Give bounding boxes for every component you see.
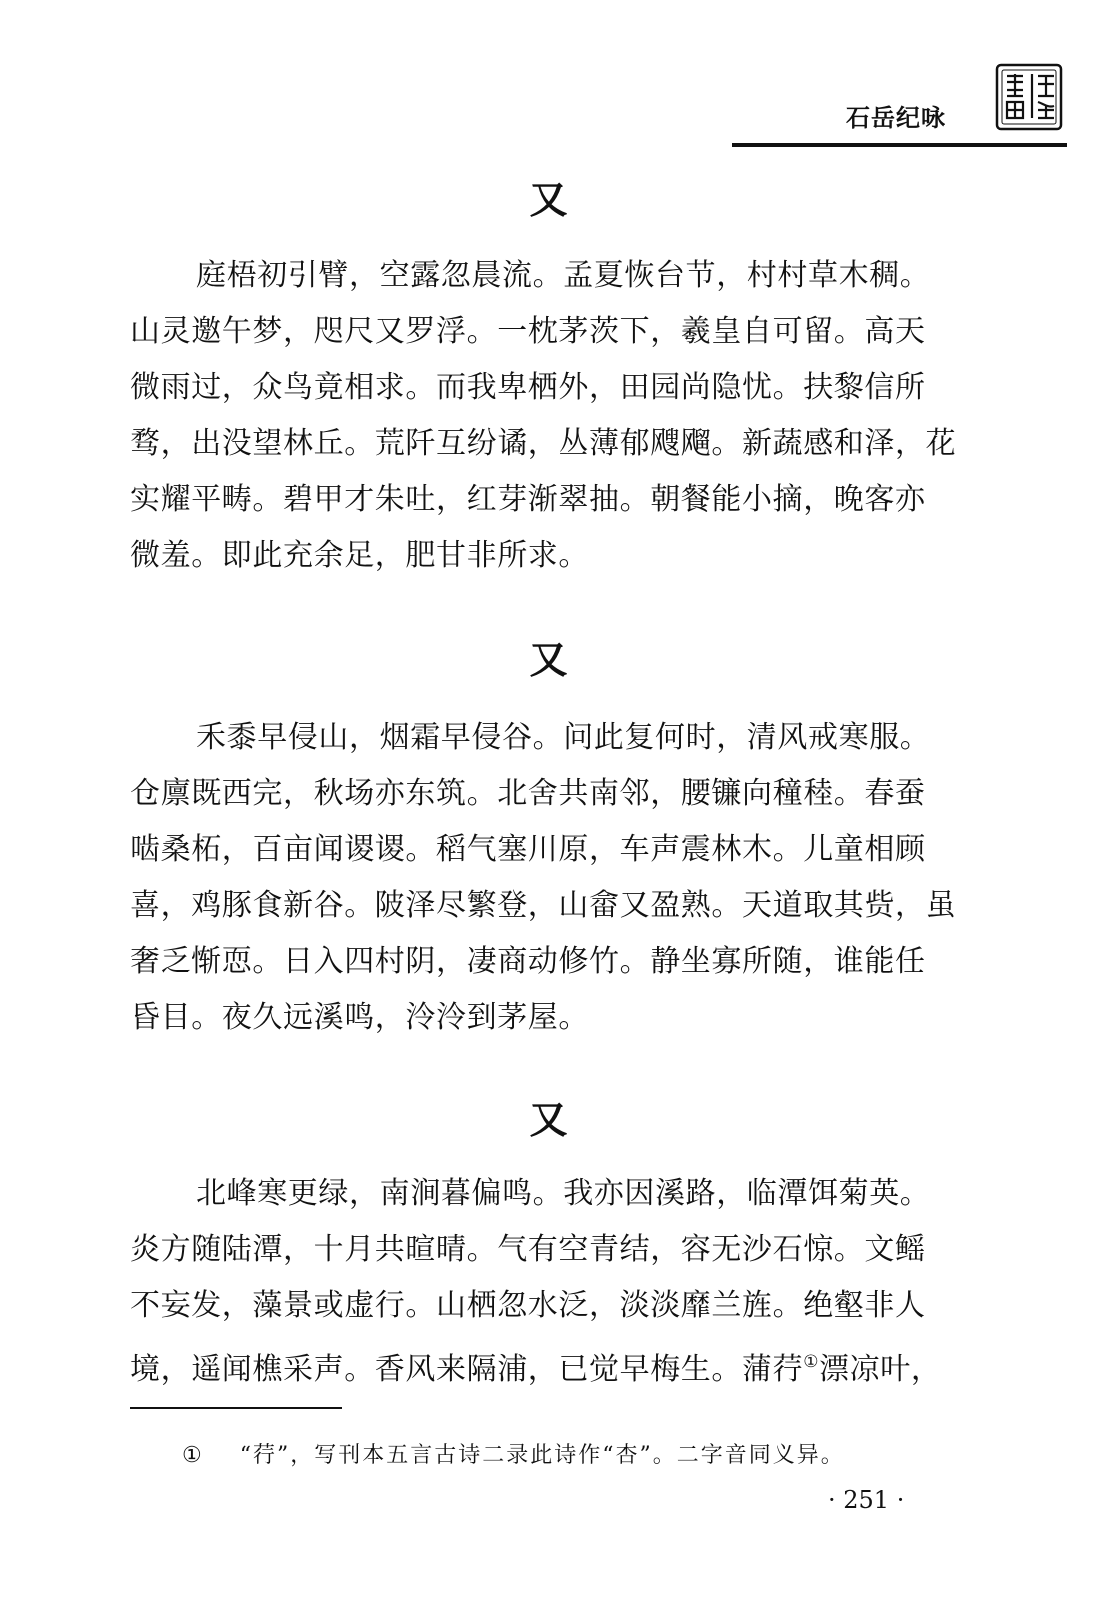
poem-line-tail: 漂凉叶， [819,1352,942,1387]
poem-line-text: 境，遥闻樵采声。香风来隔浦，已觉早梅生。蒲荇 [130,1352,804,1387]
poem-text [130,710,976,1046]
section-title: 又 [529,178,568,222]
page-number: · 251 · [828,1486,905,1514]
section-title: 又 [529,638,568,682]
poem-line: 奢乏惭恧。日入四村阴，凄商动修竹。静坐寡所随，谁能任 [130,944,926,979]
section-title: 又 [529,1098,568,1142]
poem-line: 骛，出没望林丘。荒阡互纷谲，丛薄郁飕飗。新蔬感和泽，花 [130,426,957,461]
poem-line: 昏目。夜久远溪鸣，泠泠到茅屋。 [130,1000,589,1035]
poem-text [130,1166,976,1398]
poem-text [130,248,976,584]
footnote-rule [130,1407,342,1409]
seal-stamp-icon [994,62,1064,132]
poem-line: 喜，鸡豚食新谷。陂泽尽繁登，山畲又盈熟。天道取其赀，虽 [130,888,957,923]
poem-line: 不妄发，藻景或虚行。山栖忽水泛，淡淡靡兰旌。绝壑非人 [130,1288,926,1323]
poem-line: 炎方随陆潭，十月共暄晴。气有空青结，容无沙石惊。文鳐 [130,1232,926,1267]
poem-line: 庭梧初引臂，空露忽晨流。孟夏恢台节，村村草木稠。 [196,258,931,293]
footnote-reference[interactable]: ① [803,1352,820,1372]
poem-line: 啮桑柘，百亩闻谡谡。稻气塞川原，车声震林木。儿童相顾 [130,832,926,867]
poem-line: 禾黍早侵山，烟霜早侵谷。问此复何时，清风戒寒服。 [196,720,931,755]
poem-line [130,1334,976,1398]
poem-line: 山灵邀午梦，咫尺又罗浮。一枕茅茨下，羲皇自可留。高天 [130,314,926,349]
header-rule [732,143,1067,147]
poem-line: 微羞。即此充余足，肥甘非所求。 [130,538,589,573]
footnote [182,1441,845,1471]
running-title: 石岳纪咏 [846,104,946,132]
poem-line: 北峰寒更绿，南涧暮偏鸣。我亦因溪路，临潭饵菊英。 [196,1176,931,1211]
poem-line: 微雨过，众鸟竟相求。而我卑栖外，田园尚隐忧。扶黎信所 [130,370,926,405]
footnote-number: ① [182,1443,204,1468]
poem-line: 实耀平畴。碧甲才朱吐，红芽渐翠抽。朝餐能小摘，晚客亦 [130,482,926,517]
footnote-text: “荇”，写刊本五言古诗二录此诗作“杏”。二字音同义异。 [239,1443,845,1468]
poem-line: 仓廪既西完，秋场亦东筑。北舍共南邻，腰镰向穜稑。春蚕 [130,776,926,811]
